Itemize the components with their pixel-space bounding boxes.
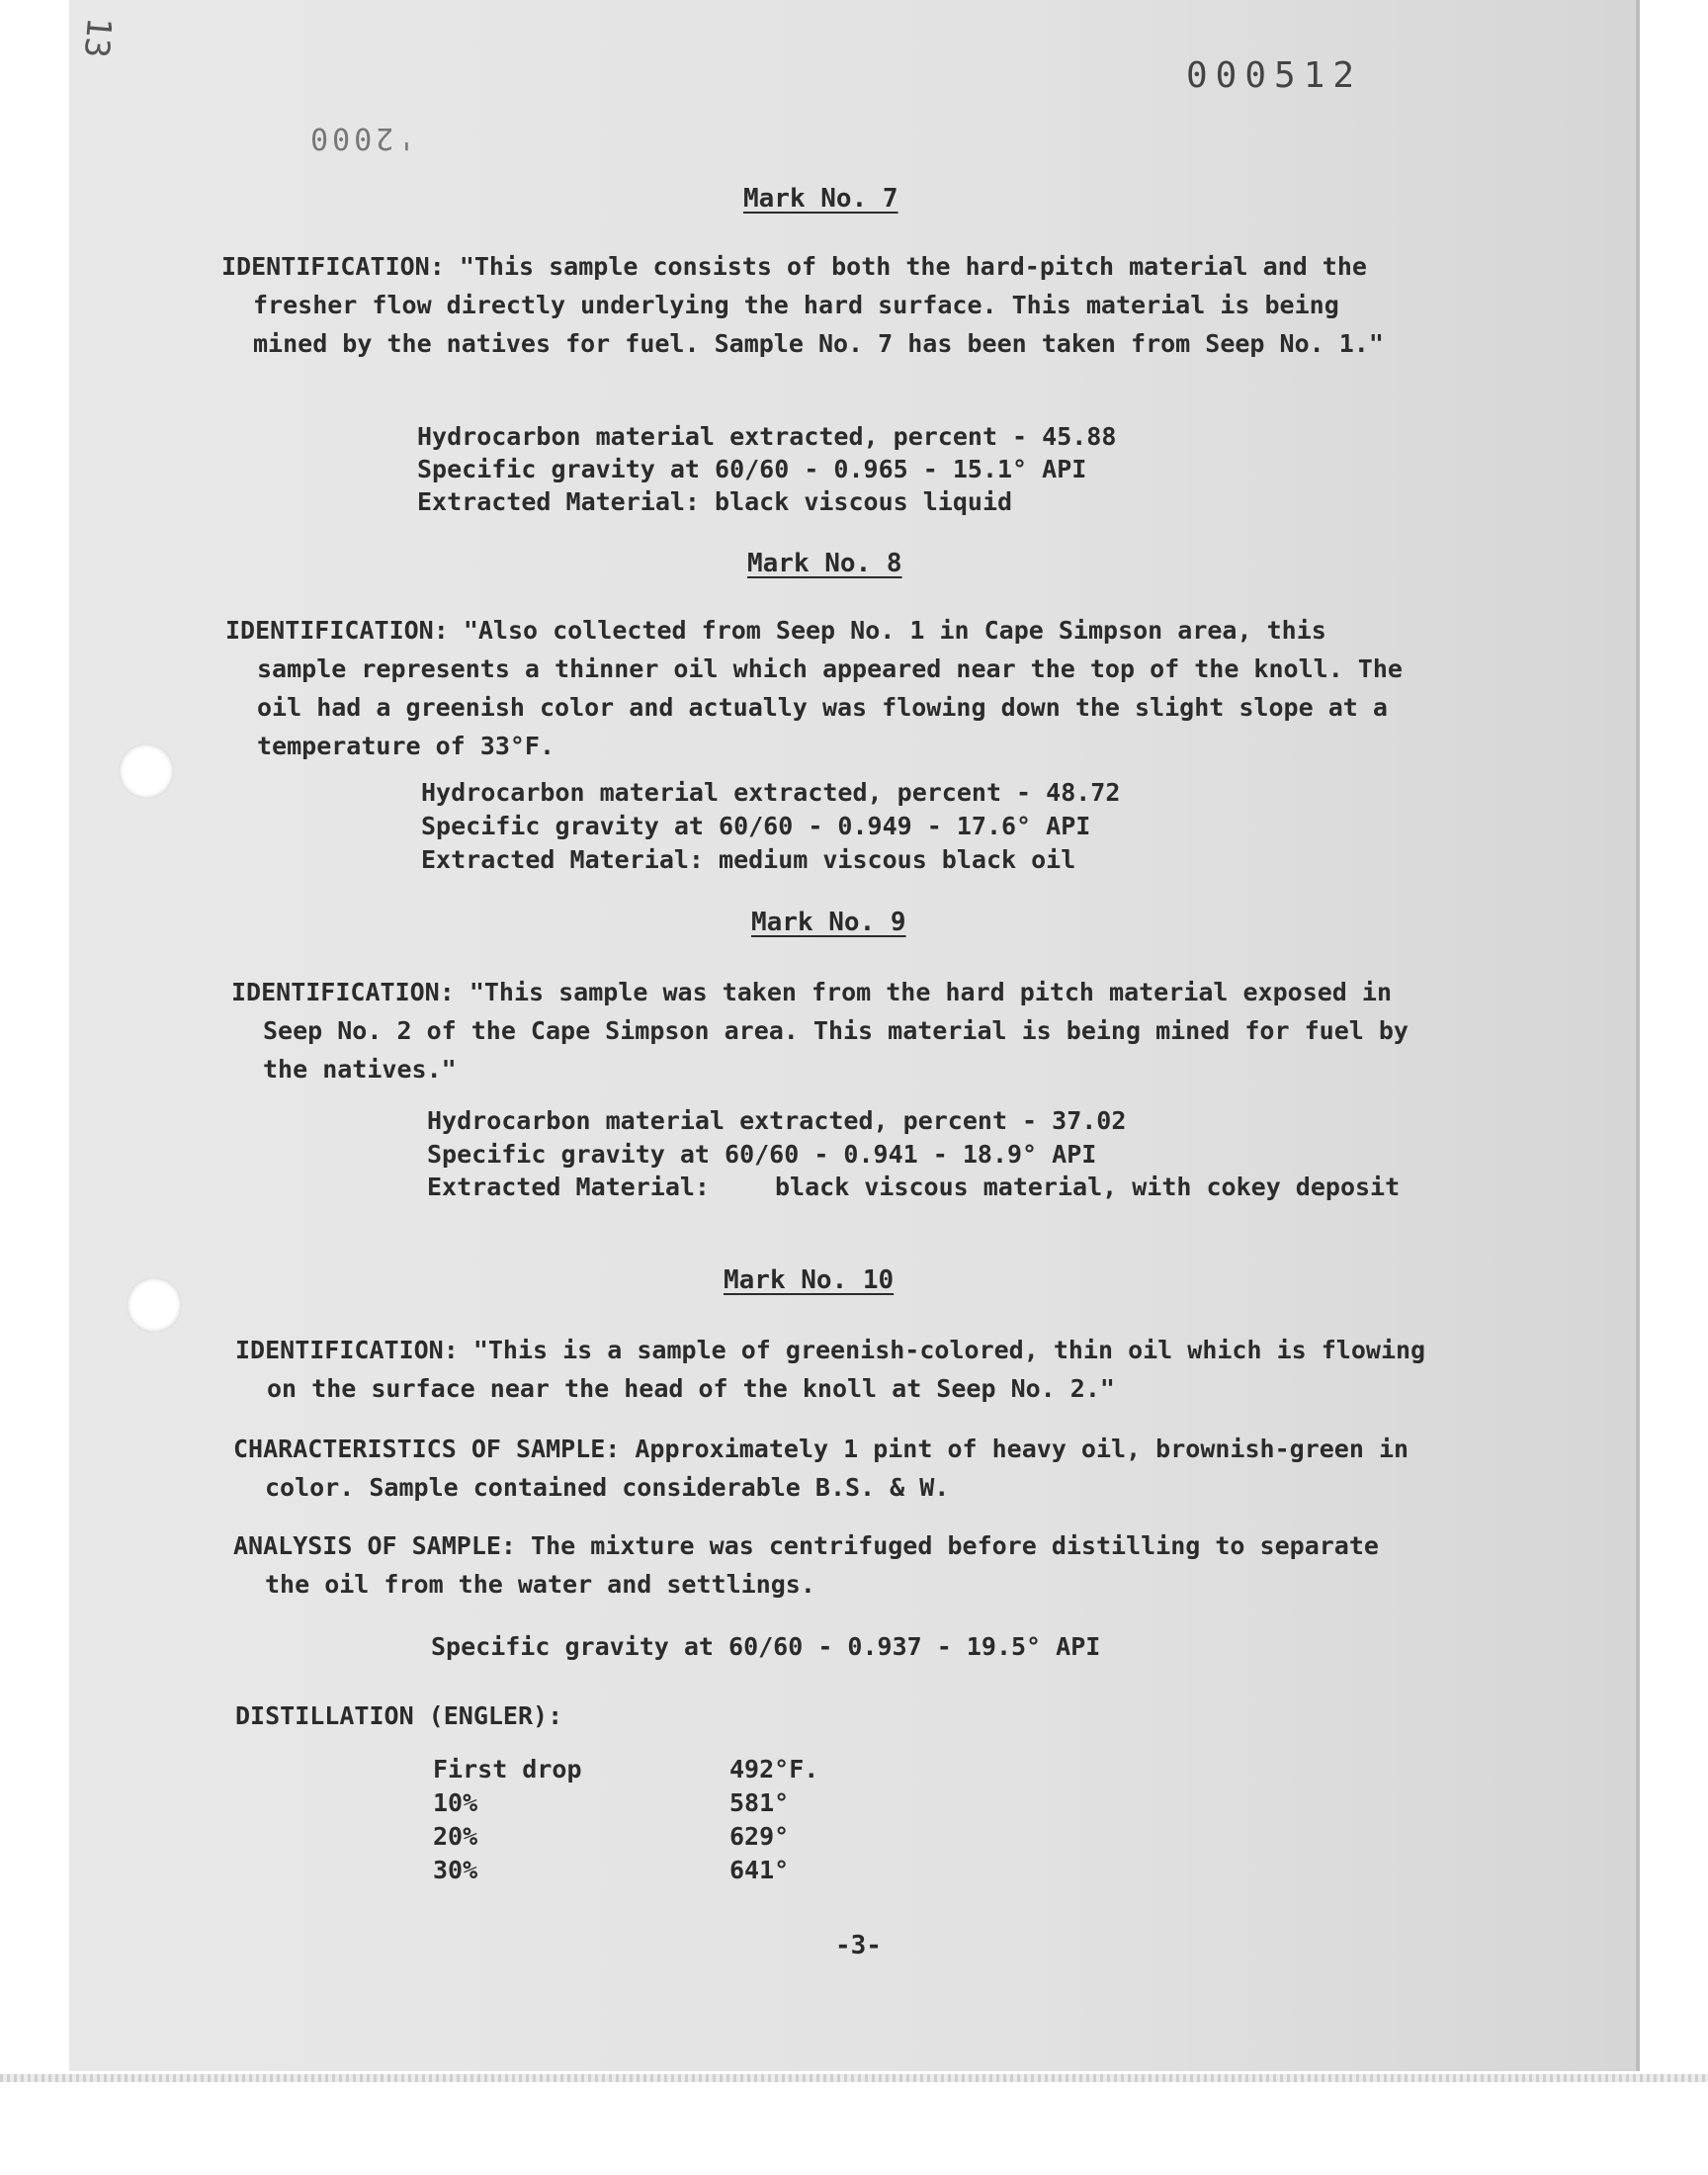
- mark-8-identification: IDENTIFICATION: "Also collected from Seep No. 1 in Cape Simpson area, this sample represents a thinner oil which appeared near the top of the knoll. The oil had a greenish color and actually was flowing down the slight slope at a temperature of 33°F.: [225, 616, 1403, 760]
- mark-9-specific-gravity: Specific gravity at 60/60 - 0.941 - 18.9° API: [427, 1140, 1097, 1169]
- punch-hole: [119, 743, 174, 799]
- mark-7-heading: Mark No. 7: [743, 184, 898, 214]
- distillation-label: 10%: [433, 1788, 478, 1817]
- distillation-label: 30%: [433, 1856, 478, 1884]
- distillation-value: 629°: [729, 1822, 790, 1851]
- stamp-number: '2000: [306, 121, 416, 155]
- page-number: -3-: [835, 1931, 882, 1960]
- document-number: 000512: [1186, 55, 1363, 96]
- distillation-heading: DISTILLATION (ENGLER):: [235, 1701, 563, 1730]
- mark-8-heading: Mark No. 8: [747, 549, 902, 578]
- punch-hole: [127, 1277, 182, 1333]
- distillation-table: [433, 1755, 818, 1889]
- mark-7-extracted-material: Extracted Material: black viscous liquid: [417, 487, 1013, 516]
- extracted-material-label: Extracted Material:: [427, 1173, 710, 1201]
- extracted-material-value: black viscous material, with cokey deposit: [775, 1173, 1401, 1201]
- mark-8-extracted-percent: Hydrocarbon material extracted, percent - 48.72: [421, 778, 1121, 807]
- table-row: [433, 1822, 818, 1856]
- mark-10-analysis: ANALYSIS OF SAMPLE: The mixture was centrifuged before distilling to separate the oil from the water and settlings.: [233, 1531, 1379, 1599]
- mark-9-extracted-percent: Hydrocarbon material extracted, percent - 37.02: [427, 1106, 1127, 1135]
- mark-8-specific-gravity: Specific gravity at 60/60 - 0.949 - 17.6° API: [421, 812, 1091, 840]
- mark-10-heading: Mark No. 10: [724, 1265, 895, 1295]
- table-row: [433, 1755, 818, 1788]
- distillation-label: First drop: [433, 1755, 582, 1784]
- table-row: [433, 1788, 818, 1822]
- mark-7-extracted-percent: Hydrocarbon material extracted, percent - 45.88: [417, 422, 1117, 451]
- mark-7-identification: IDENTIFICATION: "This sample consists of both the hard-pitch material and the fresher flow directly underlying the hard surface. This material is being mined by the natives for fuel. Sample No. 7 has been taken from Seep No. 1.": [221, 252, 1384, 358]
- mark-10-specific-gravity: Specific gravity at 60/60 - 0.937 - 19.5° API: [431, 1632, 1101, 1661]
- distillation-value: 641°: [729, 1856, 790, 1884]
- distillation-label: 20%: [433, 1822, 478, 1851]
- distillation-value: 492°F.: [729, 1755, 819, 1784]
- mark-8-extracted-material: Extracted Material: medium viscous black oil: [421, 845, 1076, 874]
- table-row: [433, 1856, 818, 1889]
- mark-10-identification: IDENTIFICATION: "This is a sample of greenish-colored, thin oil which is flowing on the surface near the head of the knoll at Seep No. 2.": [235, 1336, 1426, 1403]
- mark-9-extracted-material: [427, 1171, 1408, 1204]
- mark-9-heading: Mark No. 9: [751, 908, 906, 937]
- corner-mark: 13: [75, 15, 120, 60]
- mark-9-identification: IDENTIFICATION: "This sample was taken from the hard pitch material exposed in Seep No. 2 of the Cape Simpson area. This material is being mined for fuel by the natives.": [231, 978, 1409, 1084]
- mark-10-characteristics: CHARACTERISTICS OF SAMPLE: Approximately 1 pint of heavy oil, brownish-green in color. Sample contained considerable B.S. & W.: [233, 1435, 1409, 1502]
- mark-7-specific-gravity: Specific gravity at 60/60 - 0.965 - 15.1° API: [417, 455, 1087, 483]
- scan-edge: [0, 2074, 1708, 2082]
- distillation-value: 581°: [729, 1788, 790, 1817]
